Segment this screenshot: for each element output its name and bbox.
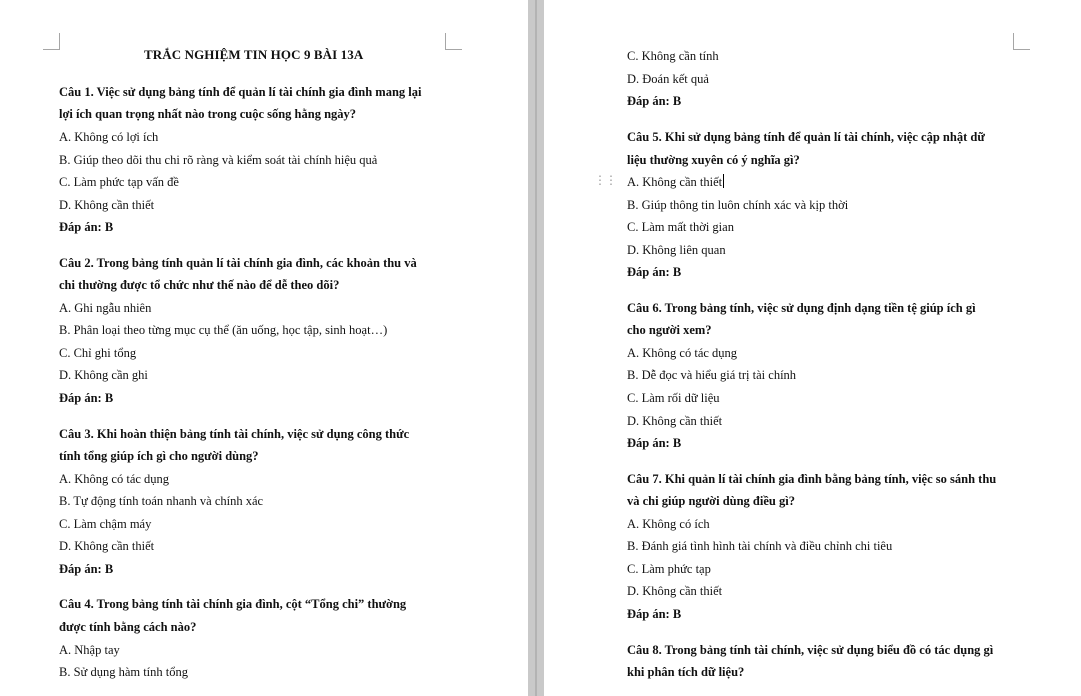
option-c[interactable]: C. Không cần tính bbox=[627, 49, 719, 63]
question-4-text[interactable]: Câu 4. Trong bảng tính tài chính gia đình, cột “Tổng chi” thường bbox=[59, 597, 407, 611]
answer-line[interactable]: Đáp án: B bbox=[59, 562, 114, 576]
question-2-text[interactable]: Câu 2. Trong bảng tính quản lí tài chính gia đình, các khoản thu và bbox=[59, 256, 417, 270]
option-d[interactable]: D. Không cần thiết bbox=[59, 198, 155, 212]
option-b[interactable]: B. Giúp theo dõi thu chi rõ ràng và kiểm soát tài chính hiệu quả bbox=[59, 153, 378, 167]
margin-corner-mark bbox=[43, 33, 60, 50]
drag-handle-icon[interactable]: ⋮⋮ bbox=[594, 173, 616, 187]
option-c[interactable]: C. Làm rối dữ liệu bbox=[627, 391, 720, 405]
text-cursor bbox=[723, 174, 724, 188]
answer-line[interactable]: Đáp án: B bbox=[627, 94, 682, 108]
option-c[interactable]: C. Làm phức tạp bbox=[627, 562, 711, 576]
document-title[interactable]: TRẮC NGHIỆM TIN HỌC 9 BÀI 13A bbox=[144, 47, 364, 62]
question-2-text[interactable]: chi thường được tổ chức như thế nào để dễ theo dõi? bbox=[59, 278, 340, 292]
question-1-text[interactable]: lợi ích quan trọng nhất nào trong cuộc sống hằng ngày? bbox=[59, 107, 357, 121]
answer-line[interactable]: Đáp án: B bbox=[627, 607, 682, 621]
option-a[interactable]: A. Không có ích bbox=[627, 517, 710, 531]
question-3-text[interactable]: tính tổng giúp ích gì cho người dùng? bbox=[59, 449, 259, 463]
question-7-text[interactable]: Câu 7. Khi quản lí tài chính gia đình bằng bảng tính, việc so sánh thu bbox=[627, 472, 997, 486]
option-a[interactable]: A. Không có tác dụng bbox=[627, 346, 738, 360]
margin-corner-mark bbox=[445, 33, 462, 50]
answer-line[interactable]: Đáp án: B bbox=[59, 391, 114, 405]
option-a-text[interactable]: A. Không cần thiết bbox=[627, 175, 723, 189]
question-6-text[interactable]: cho người xem? bbox=[627, 323, 712, 337]
option-d[interactable]: D. Không cần ghi bbox=[59, 368, 148, 382]
option-d[interactable]: D. Không cần thiết bbox=[59, 539, 155, 553]
option-b[interactable]: B. Dễ đọc và hiểu giá trị tài chính bbox=[627, 368, 797, 382]
option-b[interactable]: B. Phân loại theo từng mục cụ thể (ăn uống, học tập, sinh hoạt…) bbox=[59, 323, 388, 337]
option-a[interactable]: A. Không có tác dụng bbox=[59, 472, 170, 486]
option-d[interactable]: D. Không cần thiết bbox=[627, 584, 723, 598]
document-page-right[interactable] bbox=[544, 0, 1081, 696]
question-5-text[interactable]: liệu thường xuyên có ý nghĩa gì? bbox=[627, 153, 800, 167]
option-b[interactable]: B. Sử dụng hàm tính tổng bbox=[59, 665, 189, 679]
option-c[interactable]: C. Làm mất thời gian bbox=[627, 220, 734, 234]
option-d[interactable]: D. Không cần thiết bbox=[627, 414, 723, 428]
question-8-text[interactable]: khi phân tích dữ liệu? bbox=[627, 665, 745, 679]
document-page-left[interactable] bbox=[0, 0, 528, 696]
option-b[interactable]: B. Giúp thông tin luôn chính xác và kịp thời bbox=[627, 198, 849, 212]
option-d[interactable]: D. Không liên quan bbox=[627, 243, 726, 257]
question-5-text[interactable]: Câu 5. Khi sử dụng bảng tính để quản lí tài chính, việc cập nhật dữ bbox=[627, 130, 985, 144]
option-a[interactable]: A. Nhập tay bbox=[59, 643, 120, 657]
option-d[interactable]: D. Đoán kết quả bbox=[627, 72, 709, 86]
option-a[interactable]: A. Không có lợi ích bbox=[59, 130, 159, 144]
answer-line[interactable]: Đáp án: B bbox=[627, 436, 682, 450]
question-3-text[interactable]: Câu 3. Khi hoàn thiện bảng tính tài chính, việc sử dụng công thức bbox=[59, 427, 410, 441]
question-8-text[interactable]: Câu 8. Trong bảng tính tài chính, việc sử dụng biểu đồ có tác dụng gì bbox=[627, 643, 994, 657]
option-c[interactable]: C. Làm chậm máy bbox=[59, 517, 152, 531]
option-c[interactable]: C. Chỉ ghi tổng bbox=[59, 346, 137, 360]
option-a[interactable] bbox=[627, 174, 724, 190]
option-c[interactable]: C. Làm phức tạp vấn đề bbox=[59, 175, 179, 189]
option-b[interactable]: B. Tự động tính toán nhanh và chính xác bbox=[59, 494, 264, 508]
question-4-text[interactable]: được tính bằng cách nào? bbox=[59, 620, 197, 634]
option-b[interactable]: B. Đánh giá tình hình tài chính và điều chỉnh chi tiêu bbox=[627, 539, 893, 553]
answer-line[interactable]: Đáp án: B bbox=[59, 220, 114, 234]
question-6-text[interactable]: Câu 6. Trong bảng tính, việc sử dụng định dạng tiền tệ giúp ích gì bbox=[627, 301, 976, 315]
question-1-text[interactable]: Câu 1. Việc sử dụng bảng tính để quản lí tài chính gia đình mang lại bbox=[59, 85, 422, 99]
answer-line[interactable]: Đáp án: B bbox=[627, 265, 682, 279]
margin-corner-mark bbox=[1013, 33, 1030, 50]
question-7-text[interactable]: và chi giúp người dùng điều gì? bbox=[627, 494, 795, 508]
page-gap bbox=[528, 0, 544, 696]
option-a[interactable]: A. Ghi ngẫu nhiên bbox=[59, 301, 152, 315]
